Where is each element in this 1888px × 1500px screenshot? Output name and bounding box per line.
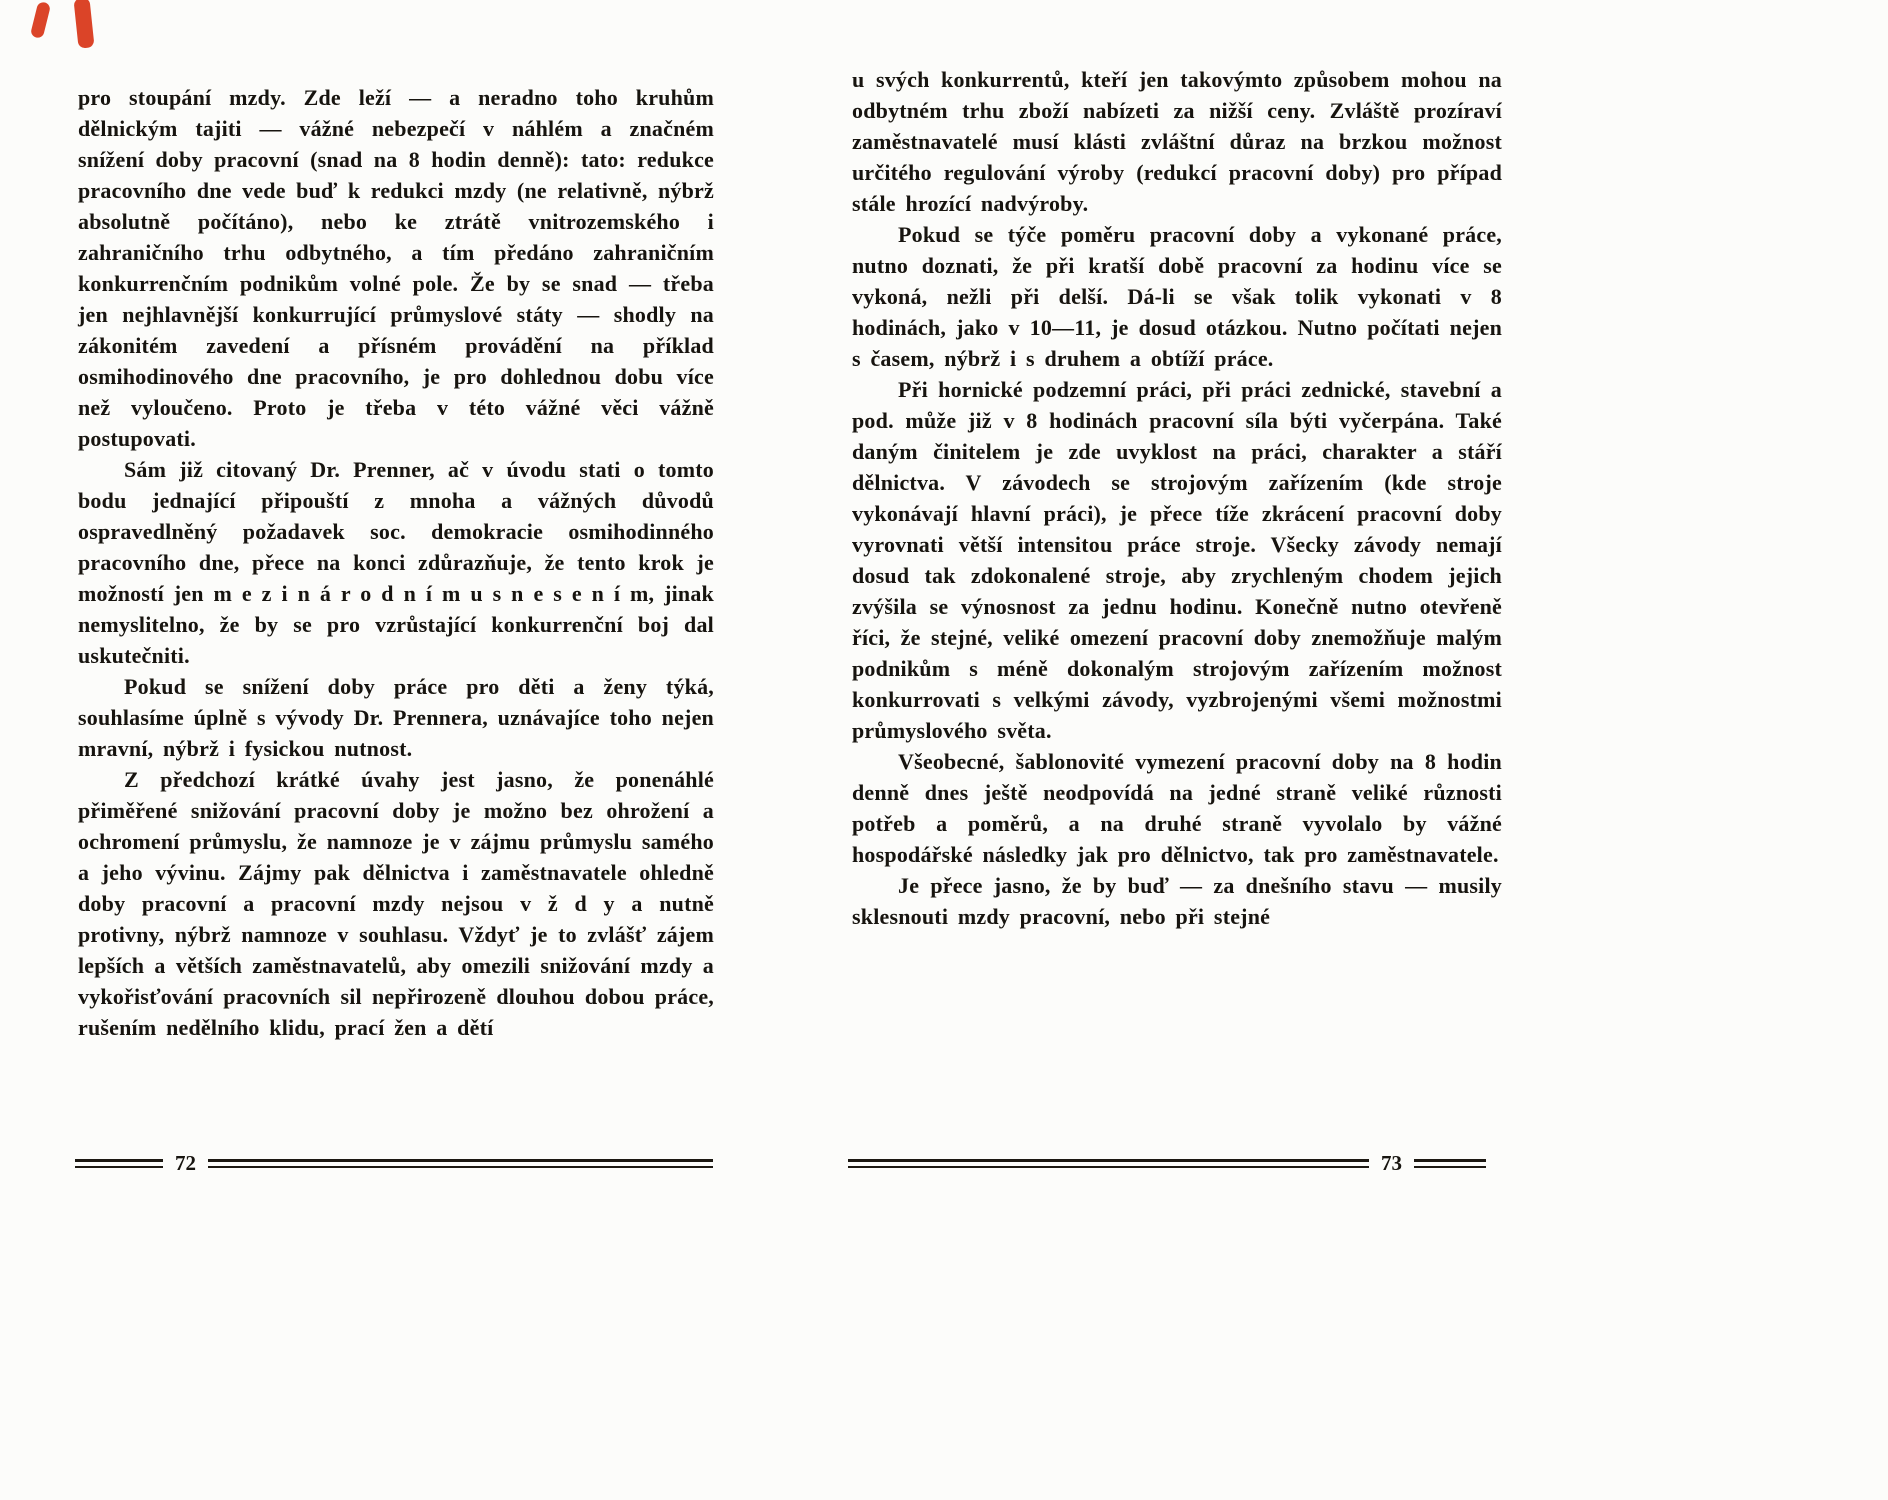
paragraph: u svých konkurrentů, kteří jen takovýmto způsobem mohou na odbytném trhu zboží nabízeti za nižší ceny. Zvláště prozíraví zaměstnavatelé musí klásti zvláštní důraz na brzkou možnost určitého regulování výroby (redukcí pracovní doby) pro případ stále hrozící nadvýroby. (852, 67, 1502, 216)
footer-rule (848, 1159, 1369, 1168)
right-page-text-block (852, 64, 1502, 932)
paragraph: Při hornické podzemní práci, při práci zednické, stavební a pod. může již v 8 hodinách pracovní síla býti vyčerpána. Také daným činitelem je zde uvyklost na práci, charakter a stáří dělnictva. V závodech se strojovým zařízením (kde stroje vykonávají hlavní práci), je přece tíže zkrácení pracovní doby vyrovnati větší intensitou práce stroje. Všecky závody nemají dosud tak zdokonalené stroje, aby zrychleným chodem jejich zvýšila se výnosnost za jednu hodinu. Konečně nutno otevřeně říci, že stejné, veliké omezení pracovní doby znemožňuje malým podnikům s méně dokonalým strojovým zařízením možnost konkurrovati s velkými závody, vyzbrojenými všemi možnostmi průmyslového světa. (852, 377, 1502, 743)
footer-rule (1414, 1159, 1486, 1168)
left-page-text-block (78, 82, 714, 1043)
footer-rule (75, 1159, 163, 1168)
paragraph: Pokud se snížení doby práce pro děti a ženy týká, souhlasíme úplně s vývody Dr. Prennera, uznávajíce toho nejen mravní, nýbrž i fysickou nutnost. (78, 674, 714, 761)
page-number-left: 72 (175, 1150, 196, 1175)
paragraph: Pokud se týče poměru pracovní doby a vykonané práce, nutno doznati, že při kratší době pracovní za hodinu více se vykoná, nežli při delší. Dá-li se však tolik vykonati v 8 hodinách, jako v 10—11, je dosud otázkou. Nutno počítati nejen s časem, nýbrž i s druhem a obtíží práce. (852, 222, 1502, 371)
footer-rule (208, 1159, 713, 1168)
page-number-right: 73 (1381, 1150, 1402, 1175)
paragraph: Sám již citovaný Dr. Prenner, ač v úvodu stati o tomto bodu jednající připouští z mnoha a vážných důvodů ospravedlněný požadavek soc. demokracie osmihodinného pracovního dne, přece na konci zdůrazňuje, že tento krok je možností jen m e z i n á r o d n í m u s n e s e n í m, jinak nemyslitelno, že by se pro vzrůstající konkurrenční boj dal uskutečniti. (78, 457, 714, 668)
red-pen-mark-icon (30, 1, 51, 39)
paragraph: Všeobecné, šablonovité vymezení pracovní doby na 8 hodin denně dnes ještě neodpovídá na jedné straně veliké různosti potřeb a poměrů, a na druhé straně vyvolalo by vážné hospodářské následky jak pro dělnictvo, tak pro zaměstnavatele. (852, 749, 1502, 867)
paragraph: Z předchozí krátké úvahy jest jasno, že ponenáhlé přiměřené snižování pracovní doby je možno bez ohrožení a ochromení průmyslu, že namnoze je v zájmu průmyslu samého a jeho vývinu. Zájmy pak dělnictva i zaměstnavatele ohledně doby pracovní a pracovní mzdy nejsou v ž d y a nutně protivny, nýbrž namnoze v souhlasu. Vždyť je to zvlášť zájem lepších a větších zaměstnavatelů, aby omezili snižování mzdy a vykořisťování pracovních sil nepřirozeně dlouhou dobou práce, rušením nedělního klidu, prací žen a dětí (78, 767, 714, 1040)
red-pen-mark-icon (73, 0, 94, 49)
right-page-footer (848, 1150, 1486, 1176)
paragraph: pro stoupání mzdy. Zde leží — a neradno toho kruhům dělnickým tajiti — vážné nebezpečí v náhlém a značném snížení doby pracovní (snad na 8 hodin denně): tato: redukce pracovního dne vede buď k redukci mzdy (ne relativně, nýbrž absolutně počítáno), nebo ke ztrátě vnitrozemského i zahraničního trhu odbytného, a tím předáno zahraničním konkurrenčním podnikům volné pole. Že by se snad — třeba jen nejhlavnější konkurrující průmyslové státy — shodly na zákonitém zavedení a přísném provádění na příklad osmihodinového dne pracovního, je pro dohlednou dobu více než vyloučeno. Proto je třeba v této vážné věci vážně postupovati. (78, 85, 714, 451)
left-page-footer (75, 1150, 713, 1176)
paragraph: Je přece jasno, že by buď — za dnešního stavu — musily sklesnouti mzdy pracovní, nebo při stejné (852, 873, 1502, 929)
